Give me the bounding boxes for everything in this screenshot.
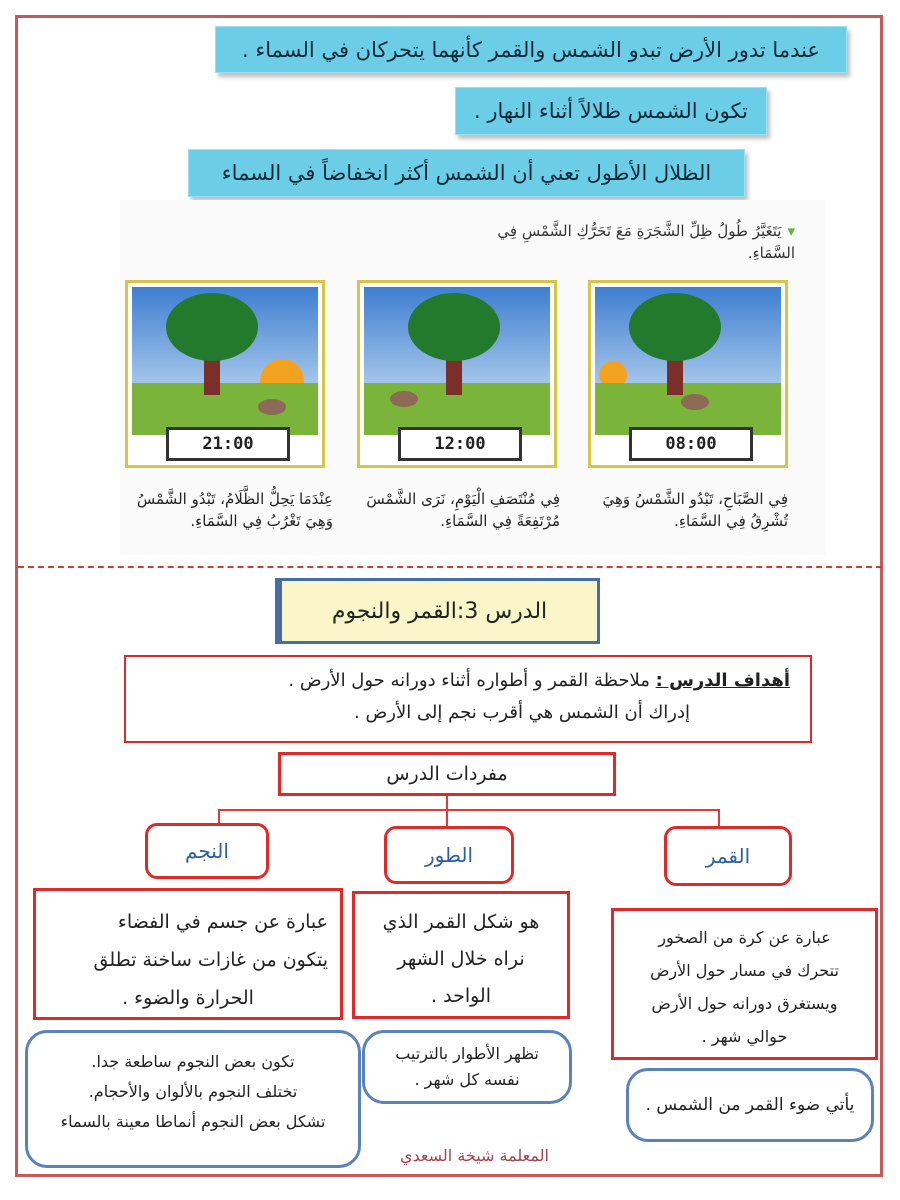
connector-moon (718, 809, 720, 827)
figure-caption (465, 220, 795, 264)
caption-morning: فِي الصَّبَاحِ، تَبْدُو الشَّمْسُ وَهِيَ تُشْرِقُ فِي السَّمَاءِ. (602, 490, 788, 530)
phase-def-line-3: الواحد . (431, 985, 491, 1007)
panel-morning (588, 280, 788, 468)
phase-note-line-2: نفسه كل شهر . (414, 1070, 520, 1089)
objective-line-2: إدراك أن الشمس هي أقرب نجم إلى الأرض . (354, 702, 690, 723)
objectives-label: أهداف الدرس : (655, 670, 790, 691)
phase-note (362, 1030, 572, 1104)
fact-earth-rotation: عندما تدور الأرض تبدو الشمس والقمر كأنهما يتحركان في السماء . (215, 26, 847, 73)
time-noon: 12:00 (398, 427, 522, 461)
moon-def-line-3: ويستغرق دورانه حول الأرض (651, 994, 838, 1013)
caption-bullet-icon: ▾ (787, 222, 795, 240)
time-evening: 21:00 (166, 427, 290, 461)
star-note-line-2: تختلف النجوم بالألوان والأحجام. (88, 1082, 298, 1101)
objectives-box (124, 655, 812, 743)
connector-vertical-main (446, 796, 448, 810)
star-note-line-3: تشكل بعض النجوم أنماطا معينة بالسماء (60, 1112, 326, 1131)
moon-definition (611, 908, 878, 1060)
morning-scene-image (595, 287, 781, 435)
term-phase: الطور (384, 826, 514, 884)
caption-evening: عِنْدَمَا يَحِلُّ الظَّلَامُ، تَبْدُو الشَّمْسُ وَهِيَ تَغْرُبُ فِي السَّمَاءِ. (136, 490, 333, 530)
caption-noon: فِي مُنْتَصَفِ الْيَوْمِ، نَرَى الشَّمْسَ مُرْتَفِعَةً فِي السَّمَاءِ. (366, 490, 560, 530)
evening-scene-image (132, 287, 318, 435)
moon-def-line-4: حوالي شهر . (701, 1027, 788, 1046)
connector-horizontal (218, 809, 720, 811)
connector-phase (446, 809, 448, 827)
objective-line-1 (146, 665, 790, 697)
panel-noon (357, 280, 557, 468)
phase-definition (352, 891, 570, 1019)
moon-def-line-2: تتحرك في مسار حول الأرض (650, 961, 839, 980)
star-def-line-3: الحرارة والضوء . (122, 987, 254, 1009)
section-divider (18, 566, 882, 568)
phase-def-line-1: هو شكل القمر الذي (382, 911, 540, 933)
star-definition (33, 888, 343, 1020)
star-def-line-1: عبارة عن جسم في الفضاء (117, 911, 328, 933)
fact-sun-shadows: تكون الشمس ظلالاً أثناء النهار . (455, 87, 767, 135)
phase-note-line-1: تظهر الأطوار بالترتيب (395, 1044, 539, 1063)
term-moon: القمر (664, 826, 792, 886)
lesson-title: الدرس 3:القمر والنجوم (275, 578, 600, 644)
teacher-signature: المعلمة شيخة السعدي (400, 1146, 549, 1165)
fact-longer-shadows: الظلال الأطول تعني أن الشمس أكثر انخفاضاً في السماء (188, 149, 745, 197)
panel-evening (125, 280, 325, 468)
phase-def-line-2: نراه خلال الشهر (397, 948, 525, 970)
term-star: النجم (145, 823, 269, 879)
time-morning: 08:00 (629, 427, 753, 461)
moon-def-line-1: عبارة عن كرة من الصخور (658, 928, 831, 947)
star-note (25, 1030, 361, 1168)
vocab-title: مفردات الدرس (278, 752, 616, 796)
moon-note: يأتي ضوء القمر من الشمس . (626, 1068, 874, 1142)
star-def-line-2: يتكون من غازات ساخنة تطلق (93, 949, 328, 971)
noon-scene-image (364, 287, 550, 435)
objective-1-text: ملاحظة القمر و أطواره أثناء دورانه حول الأرض . (288, 670, 650, 691)
caption-text: يَتَغَيَّرُ طُولُ ظِلِّ الشَّجَرَةِ مَعَ تَحَرُّكِ الشَّمْسِ فِي السَّمَاءِ. (497, 222, 795, 262)
star-note-line-1: تكون بعض النجوم ساطعة جدا. (91, 1052, 295, 1071)
